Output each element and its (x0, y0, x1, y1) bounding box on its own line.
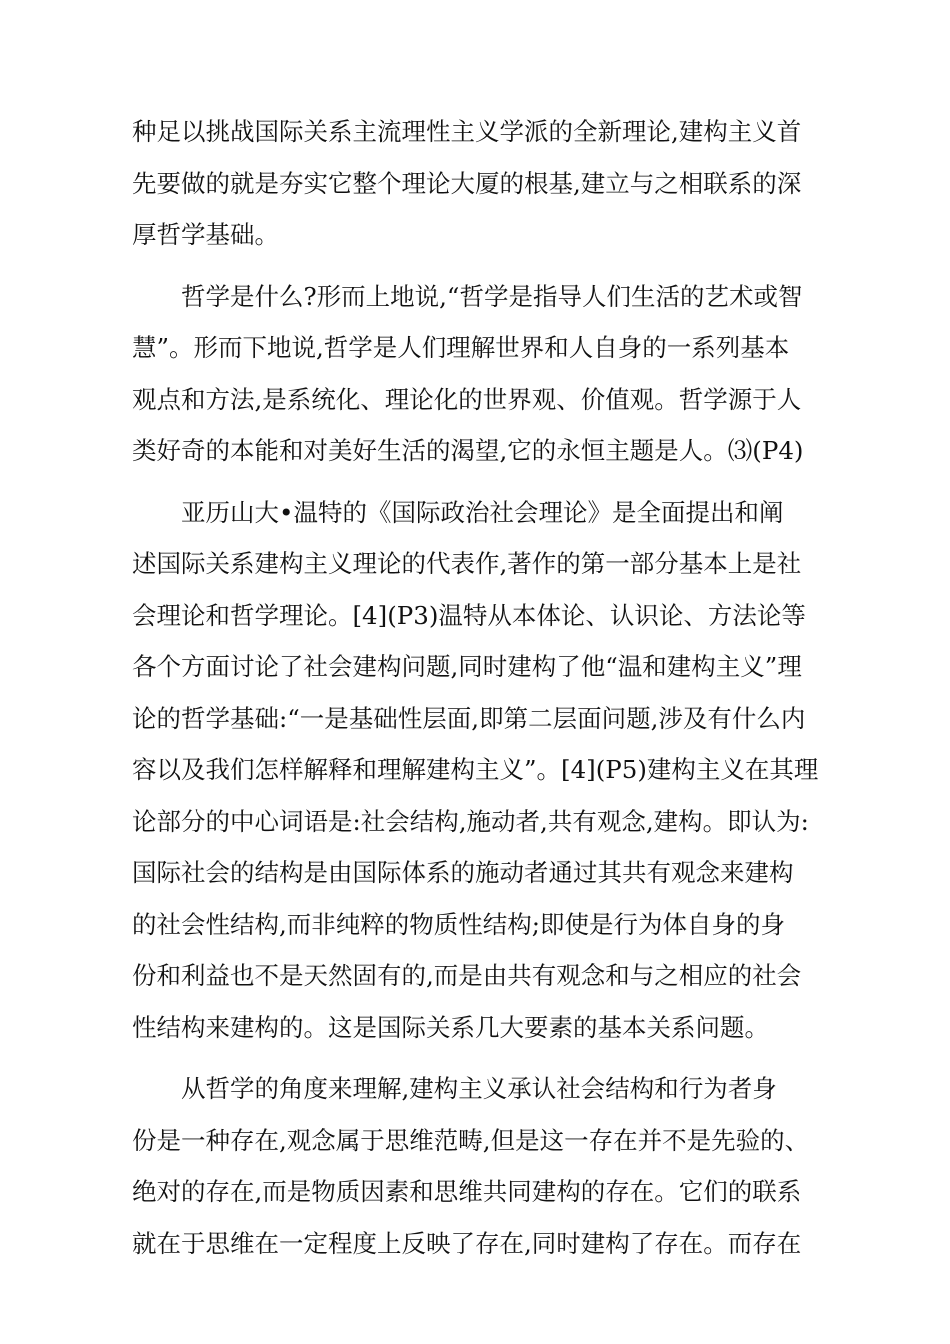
paragraph (132, 487, 832, 1054)
text-line: 论部分的中心词语是:社会结构,施动者,共有观念,建构。即认为: (132, 806, 809, 836)
text-line: 厚哲学基础。 (132, 220, 279, 249)
text-line: 绝对的存在,而是物质因素和思维共同建构的存在。它们的联系 (132, 1177, 802, 1206)
text-line: 亚历山大•温特的《国际政治社会理论》是全面提出和阐 (181, 497, 784, 527)
paragraph (132, 1063, 832, 1269)
text-line: 述国际关系建构主义理论的代表作,著作的第一部分基本上是社 (132, 549, 802, 578)
text-line: 容以及我们怎样解释和理解建构主义”。[4](P5)建构主义在其理 (132, 755, 819, 784)
text-line: 先要做的就是夯实它整个理论大厦的根基,建立与之相联系的深 (132, 168, 802, 198)
paragraph-gap (132, 477, 832, 487)
text-line: 哲学是什么?形而上地说,“哲学是指导人们生活的艺术或智 (181, 281, 803, 311)
paragraph (132, 106, 832, 261)
text-line: 的社会性结构,而非纯粹的物质性结构;即使是行为体自身的身 (132, 909, 786, 939)
text-line: 份是一种存在,观念属于思维范畴,但是这一存在并不是先验的、 (132, 1125, 810, 1155)
text-line: 种足以挑战国际关系主流理性主义学派的全新理论,建构主义首 (132, 117, 802, 146)
text-line: 慧”。形而下地说,哲学是人们理解世界和人自身的一系列基本 (132, 333, 790, 362)
text-line: 份和利益也不是天然固有的,而是由共有观念和与之相应的社会 (132, 961, 802, 990)
text-line: 性结构来建构的。这是国际关系几大要素的基本关系问题。 (132, 1012, 769, 1042)
text-line: 从哲学的角度来理解,建构主义承认社会结构和行为者身 (181, 1074, 777, 1103)
text-line: 国际社会的结构是由国际体系的施动者通过其共有观念来建构 (132, 858, 794, 887)
text-line: 类好奇的本能和对美好生活的渴望,它的永恒主题是人。⑶(P4) (132, 436, 804, 465)
paragraph-gap (132, 1053, 832, 1063)
text-line: 会理论和哲学理论。[4](P3)温特从本体论、认识论、方法论等 (132, 600, 806, 630)
paragraph-gap (132, 261, 832, 271)
body-text (132, 106, 832, 1269)
paragraph (132, 271, 832, 477)
text-line: 观点和方法,是系统化、理论化的世界观、价值观。哲学源于人 (132, 384, 802, 414)
text-line: 论的哲学基础:“一是基础性层面,即第二层面问题,涉及有什么内 (132, 703, 806, 733)
text-line: 就在于思维在一定程度上反映了存在,同时建构了存在。而存在 (132, 1228, 802, 1258)
text-line: 各个方面讨论了社会建构问题,同时建构了他“温和建构主义”理 (132, 652, 802, 681)
